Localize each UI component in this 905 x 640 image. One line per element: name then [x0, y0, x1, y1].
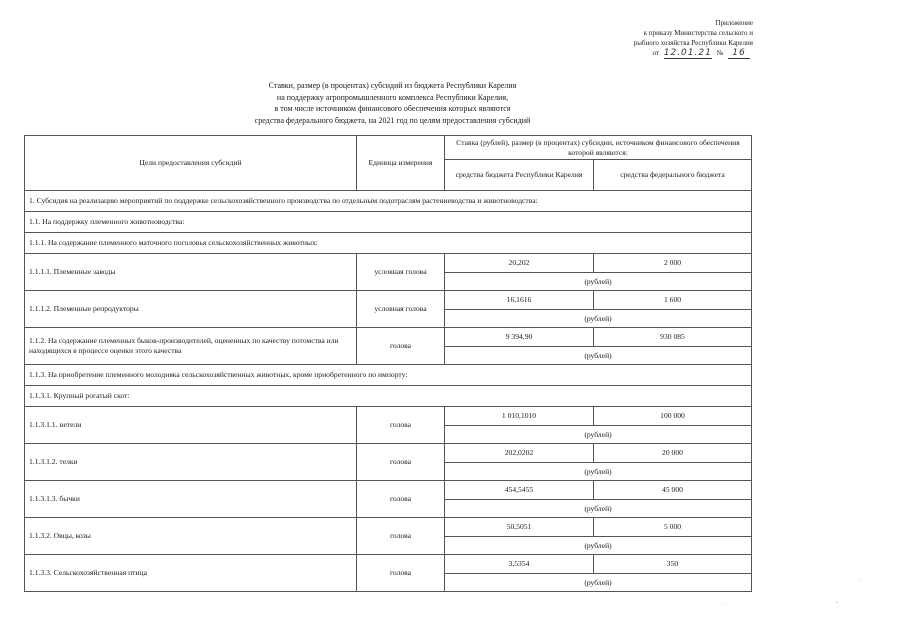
- regional-rate-cell: 202,0202: [445, 444, 594, 463]
- federal-rate-cell: 930 085: [594, 328, 752, 347]
- table-row: [25, 254, 752, 273]
- title-line-2: на поддержку агропромышленного комплекса Республики Карелия,: [276, 92, 509, 102]
- section-row: [25, 191, 752, 212]
- section-row: [25, 212, 752, 233]
- unit-cell: голова: [357, 555, 445, 592]
- section-heading: 1. Субсидия на реализацию мероприятий по поддержке сельскохозяйственного производства по отдельным подотраслям растениеводства и животноводства:: [25, 191, 752, 212]
- unit-cell: условная голова: [357, 254, 445, 291]
- section-heading: 1.1.3. На приобретение племенного молодняка сельскохозяйственных животных, кроме приобретенного по импорту:: [25, 365, 752, 386]
- federal-rate-cell: 1 600: [594, 291, 752, 310]
- purpose-cell: 1.1.3.3. Сельскохозяйственная птица: [25, 555, 357, 592]
- subsidy-table: [24, 135, 752, 592]
- purpose-cell: 1.1.3.1.3. бычки: [25, 481, 357, 518]
- approval-line-1: Приложение: [715, 19, 753, 27]
- handwritten-date: 12.01.21: [663, 48, 712, 58]
- approval-line-3: рыбного хозяйства Республики Карелия: [633, 39, 753, 47]
- scan-speck: -: [836, 600, 838, 606]
- header-regional: средства бюджета Республики Карелия: [445, 160, 594, 191]
- section-heading: 1.1. На поддержку племенного животноводства:: [25, 212, 752, 233]
- unit-cell: голова: [357, 518, 445, 555]
- scan-speck: .: [722, 600, 724, 606]
- section-row: [25, 386, 752, 407]
- header-federal: средства федерального бюджета: [594, 160, 752, 191]
- section-heading: 1.1.3.1. Крупный рогатый скот:: [25, 386, 752, 407]
- purpose-cell: 1.1.3.2. Овцы, козы: [25, 518, 357, 555]
- number-prefix: №: [716, 49, 724, 57]
- rate-unit-note: (рублей): [445, 463, 752, 481]
- header-purpose: Цели предоставления субсидий: [25, 136, 357, 191]
- section-row: [25, 365, 752, 386]
- title-line-3: в том числе источником финансового обеспечения которых являются: [274, 104, 511, 113]
- table-row: [25, 444, 752, 463]
- purpose-cell: 1.1.2. На содержание племенных быков-производителей, оцененных по качеству потомства или находящихся в процессе оценки этого качества: [25, 328, 357, 365]
- header-rate: Ставка (рублей), размер (в процентах) субсидии, источником финансового обеспечения которой являются:: [445, 136, 752, 160]
- purpose-cell: 1.1.1.1. Племенные заводы: [25, 254, 357, 291]
- purpose-cell: 1.1.3.1.2. телки: [25, 444, 357, 481]
- regional-rate-cell: 3,5354: [445, 555, 594, 574]
- rate-unit-note: (рублей): [445, 537, 752, 555]
- table-body: [25, 136, 752, 592]
- table-row: [25, 555, 752, 574]
- regional-rate-cell: 16,1616: [445, 291, 594, 310]
- table-row: [25, 407, 752, 426]
- rate-unit-note: (рублей): [445, 426, 752, 444]
- rate-unit-note: (рублей): [445, 347, 752, 365]
- purpose-cell: 1.1.1.2. Племенные репродукторы: [25, 291, 357, 328]
- approval-date-line: [634, 48, 753, 59]
- table-row: [25, 518, 752, 537]
- header-unit: Единица измерения: [357, 136, 445, 191]
- unit-cell: голова: [357, 444, 445, 481]
- regional-rate-cell: 9 394,90: [445, 328, 594, 347]
- handwritten-number: 16: [728, 48, 750, 59]
- unit-cell: условная голова: [357, 291, 445, 328]
- federal-rate-cell: 2 000: [594, 254, 752, 273]
- section-row: [25, 233, 752, 254]
- section-heading: 1.1.1. На содержание племенного маточного поголовья сельскохозяйственных животных:: [25, 233, 752, 254]
- title-line-4: средства федерального бюджета, на 2021 год по целям предоставления субсидий: [254, 115, 531, 125]
- regional-rate-cell: 454,5455: [445, 481, 594, 500]
- unit-cell: голова: [357, 407, 445, 444]
- header-row: [25, 136, 752, 160]
- regional-rate-cell: 20,202: [445, 254, 594, 273]
- federal-rate-cell: 100 000: [594, 407, 752, 426]
- purpose-cell: 1.1.3.1.1. нетели: [25, 407, 357, 444]
- rate-unit-note: (рублей): [445, 500, 752, 518]
- approval-line-2: к приказу Министерства сельского и: [643, 29, 753, 37]
- regional-rate-cell: 50,5051: [445, 518, 594, 537]
- rate-unit-note: (рублей): [445, 574, 752, 592]
- federal-rate-cell: 5 000: [594, 518, 752, 537]
- rate-unit-note: (рублей): [445, 273, 752, 291]
- table-row: [25, 481, 752, 500]
- regional-rate-cell: 1 010,1010: [445, 407, 594, 426]
- federal-rate-cell: 20 000: [594, 444, 752, 463]
- rate-unit-note: (рублей): [445, 310, 752, 328]
- title-line-1: Ставки, размер (в процентах) субсидий из бюджета Республики Карелия: [268, 81, 517, 90]
- unit-cell: голова: [357, 481, 445, 518]
- federal-rate-cell: 350: [594, 555, 752, 574]
- table-row: [25, 291, 752, 310]
- scan-speck: ·: [858, 578, 860, 584]
- date-prefix: от: [652, 49, 659, 57]
- document-title: [0, 80, 785, 126]
- federal-rate-cell: 45 000: [594, 481, 752, 500]
- approval-block: [634, 18, 753, 59]
- unit-cell: голова: [357, 328, 445, 365]
- table-row: [25, 328, 752, 347]
